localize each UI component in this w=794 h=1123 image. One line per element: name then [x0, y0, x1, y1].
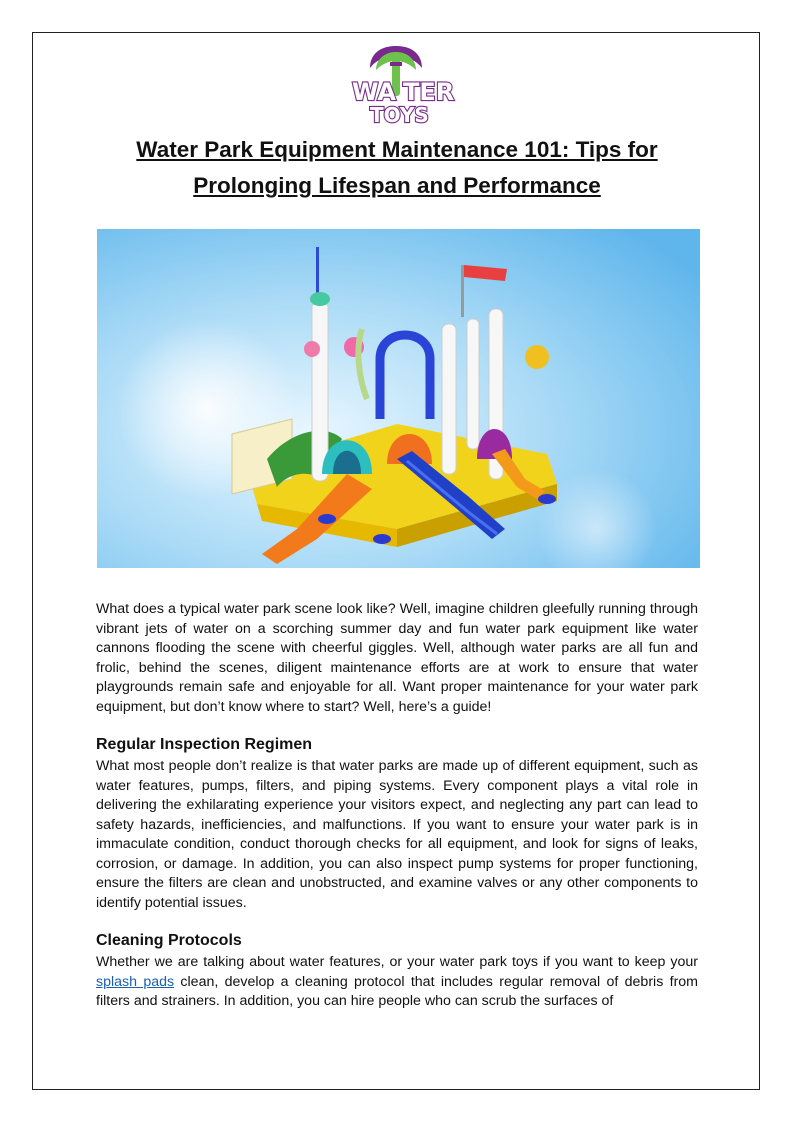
section-heading-inspection: Regular Inspection Regimen: [96, 736, 313, 753]
logo-text-toys: TOYS: [370, 103, 429, 127]
cleaning-text-before: Whether we are talking about water features, or your water park toys if you want to keep your: [96, 954, 698, 970]
splash-pads-link[interactable]: splash pads: [96, 973, 175, 990]
intro-paragraph: What does a typical water park scene look like? Well, imagine children gleefully running through vibrant jets of water on a scorching summer day and fun water park equipment like water cannons flooding the scene with cheerful giggles. Well, although water parks are all fun and frolic, behind the scenes, diligent maintenance efforts are at work to ensure that water playgrounds remain safe and enjoyable for all. Want proper maintenance for your water park equipment, but don’t know where to start? Well, here’s a guide!: [96, 601, 698, 715]
section-body-cleaning: [96, 953, 698, 1012]
article-body: [96, 600, 698, 1012]
section-heading-cleaning: Cleaning Protocols: [96, 932, 242, 949]
water-toys-logo: [346, 42, 455, 128]
page-title: Water Park Equipment Maintenance 101: Tips for Prolonging Lifespan and Performance: [136, 137, 658, 198]
hero-image: [97, 229, 700, 568]
section-body-inspection: What most people don’t realize is that water parks are made up of different equipment, such as water features, pumps, filters, and piping systems. Every component plays a vital role in delivering the exhilarating experience your visitors expect, and neglecting any part can lead to safety hazards, inefficiencies, and malfunctions. If you want to ensure your water park is in immaculate condition, conduct thorough checks for all equipment, and look for signs of leaks, corrosion, or damage. In addition, you can also inspect pump systems for proper functioning, ensure the filters are clean and unobstructed, and examine valves or any other components to identify potential issues.: [96, 758, 698, 911]
cleaning-text-after: clean, develop a cleaning protocol that includes regular removal of debris from filters and strainers. In addition, you can hire people who can scrub the surfaces of: [96, 973, 698, 1009]
logo-text-ter: TER: [403, 78, 455, 106]
logo-text-wa: WA: [352, 78, 396, 106]
